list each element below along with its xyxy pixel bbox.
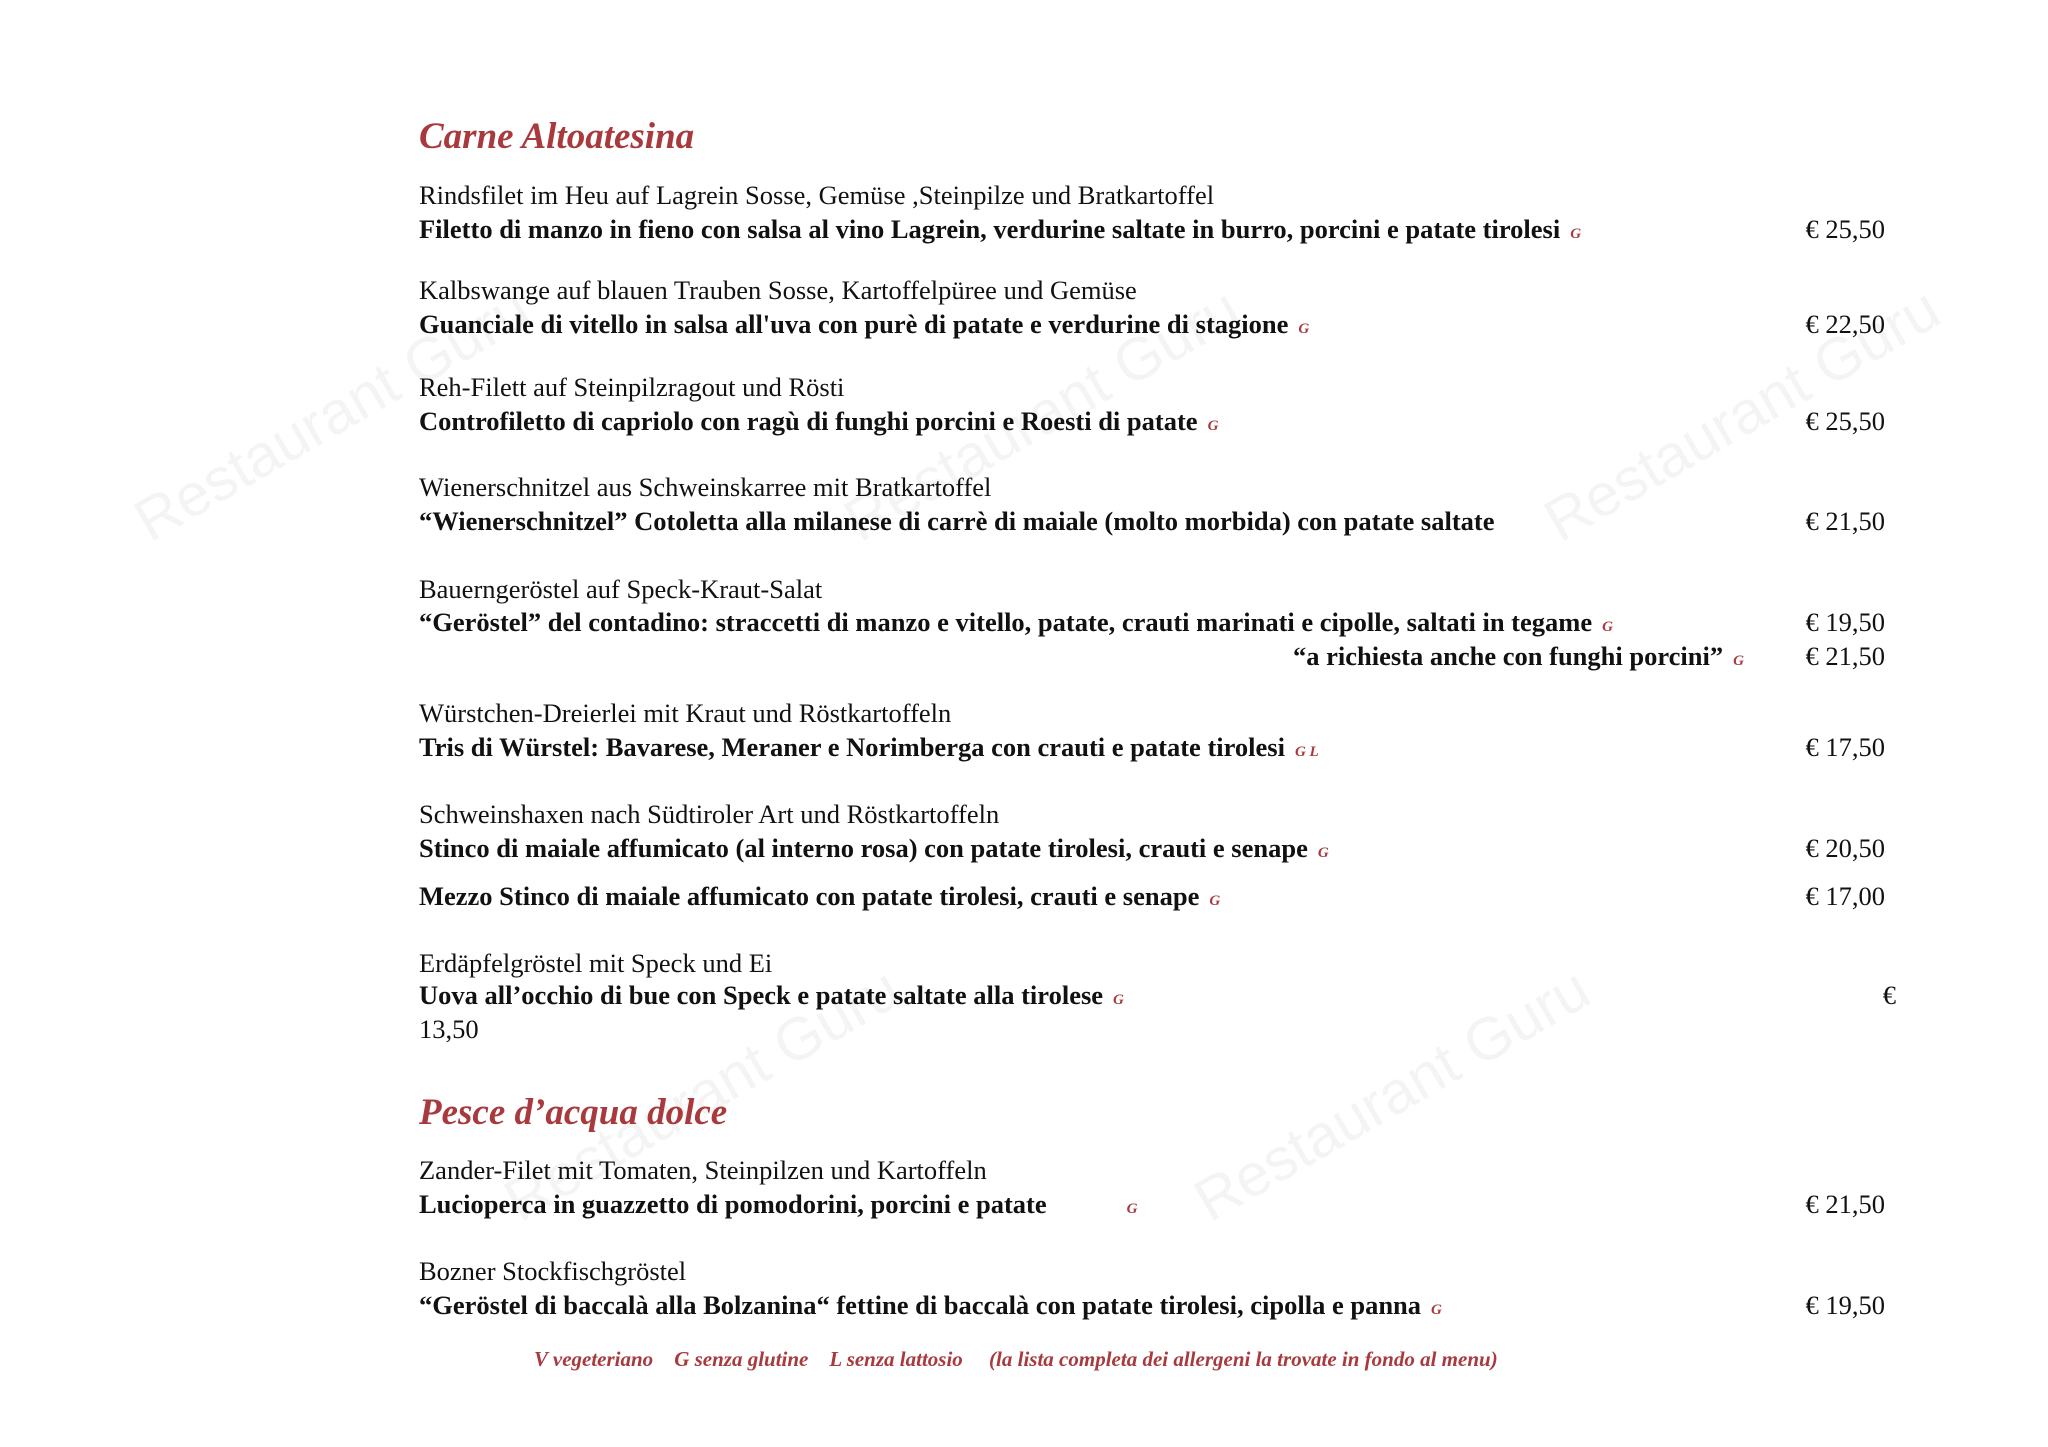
allergen-tag: G L bbox=[1294, 744, 1319, 760]
item-price: € 21,50 bbox=[1805, 641, 1885, 671]
item-variant: Mezzo Stinco di maiale affumicato con patate tirolesi, crauti e senape G bbox=[419, 881, 1221, 911]
item-price: € 17,00 bbox=[1805, 881, 1885, 911]
item-de: Kalbswange auf blauen Trauben Sosse, Kartoffelpüree und Gemüse bbox=[419, 275, 1137, 305]
item-price: € 19,50 bbox=[1805, 1290, 1885, 1320]
item-price: € 25,50 bbox=[1805, 406, 1885, 436]
section-title: Pesce d’acqua dolce bbox=[419, 1092, 728, 1133]
item-price: € 22,50 bbox=[1805, 309, 1885, 339]
item-de: Bauerngeröstel auf Speck-Kraut-Salat bbox=[419, 574, 823, 604]
item-it: Filetto di manzo in fieno con salsa al vino Lagrein, verdurine saltate in burro, porcini e patate tirolesi G bbox=[419, 214, 1582, 244]
item-variant: “a richiesta anche con funghi porcini” G bbox=[1292, 641, 1744, 671]
item-it: Uova all’occhio di bue con Speck e patate saltate alla tirolese G bbox=[419, 980, 1124, 1010]
allergen-tag: G bbox=[1298, 321, 1310, 337]
item-it: Controfiletto di capriolo con ragù di funghi porcini e Roesti di patate G bbox=[419, 406, 1219, 436]
item-de: Reh-Filett auf Steinpilzragout und Rösti bbox=[419, 372, 845, 402]
item-price: € 19,50 bbox=[1805, 607, 1885, 637]
item-price: € 20,50 bbox=[1805, 833, 1885, 863]
item-de: Würstchen-Dreierlei mit Kraut und Röstkartoffeln bbox=[419, 698, 952, 728]
allergen-tag: G bbox=[1570, 226, 1582, 242]
item-price: € 21,50 bbox=[1805, 506, 1885, 536]
item-de: Wienerschnitzel aus Schweinskarree mit Bratkartoffel bbox=[419, 472, 992, 502]
allergen-tag: G bbox=[1207, 418, 1219, 434]
item-de: Erdäpfelgröstel mit Speck und Ei bbox=[419, 948, 773, 978]
item-it: Stinco di maiale affumicato (al interno rosa) con patate tirolesi, crauti e senape G bbox=[419, 833, 1329, 863]
item-it: “Geröstel” del contadino: straccetti di manzo e vitello, patate, crauti marinati e cipolle, saltati in tegame G bbox=[419, 607, 1613, 637]
allergen-tag: G bbox=[1602, 619, 1613, 635]
allergen-tag: G bbox=[1733, 653, 1744, 669]
watermark bbox=[1532, 274, 1951, 556]
item-price-value: 13,50 bbox=[419, 1014, 479, 1044]
item-price: € 17,50 bbox=[1805, 732, 1885, 762]
allergen-tag: G bbox=[1113, 992, 1124, 1008]
item-de: Bozner Stockfischgröstel bbox=[419, 1256, 687, 1286]
allergen-tag: G bbox=[1126, 1201, 1138, 1217]
item-it: Tris di Würstel: Bavarese, Meraner e Norimberga con crauti e patate tirolesi G L bbox=[419, 732, 1319, 762]
item-de: Rindsfilet im Heu auf Lagrein Sosse, Gemüse ,Steinpilze und Bratkartoffel bbox=[419, 180, 1215, 210]
item-price: € 25,50 bbox=[1805, 214, 1885, 244]
watermark bbox=[1182, 954, 1601, 1236]
item-price: € 21,50 bbox=[1805, 1189, 1885, 1219]
section-title: Carne Altoatesina bbox=[419, 116, 695, 157]
item-it: Lucioperca in guazzetto di pomodorini, porcini e patate G bbox=[419, 1189, 1138, 1219]
item-price-symbol: € bbox=[1882, 980, 1896, 1010]
item-it: Guanciale di vitello in salsa all'uva con purè di patate e verdurine di stagione G bbox=[419, 309, 1310, 339]
allergen-tag: G bbox=[1209, 893, 1221, 909]
item-it: “Wienerschnitzel” Cotoletta alla milanese di carrè di maiale (molto morbida) con patate saltate bbox=[419, 506, 1495, 536]
item-de: Schweinshaxen nach Südtiroler Art und Röstkartoffeln bbox=[419, 799, 1000, 829]
item-de: Zander-Filet mit Tomaten, Steinpilzen und Kartoffeln bbox=[419, 1155, 987, 1185]
allergen-tag: G bbox=[1431, 1302, 1442, 1318]
item-it: “Geröstel di baccalà alla Bolzanina“ fettine di baccalà con patate tirolesi, cipolla e panna G bbox=[419, 1290, 1442, 1320]
allergen-tag: G bbox=[1317, 845, 1329, 861]
allergen-legend: V vegeteriano G senza glutine L senza lattosio (la lista completa dei allergeni la trovate in fondo al menu) bbox=[534, 1347, 1498, 1371]
